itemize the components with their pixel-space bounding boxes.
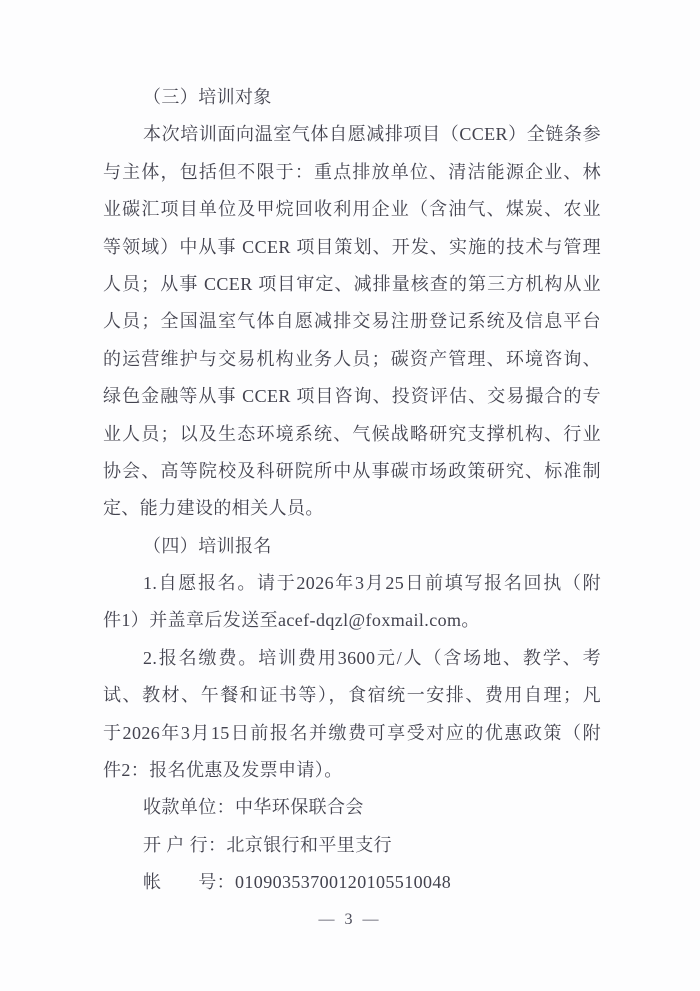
paragraph-line: 件2：报名优惠及发票申请）。 <box>103 760 343 781</box>
paragraph-line: 人员；从事 CCER 项目审定、减排量核查的第三方机构从业 <box>103 273 601 294</box>
paragraph-line: 试、教材、午餐和证书等），食宿统一安排、费用自理；凡 <box>103 685 601 706</box>
paragraph-line: 与主体，包括但不限于：重点排放单位、清洁能源企业、林 <box>103 161 601 182</box>
paragraph-line-email: 件1）并盖章后发送至acef-dqzl@foxmail.com。 <box>103 610 480 631</box>
document-body <box>103 79 601 902</box>
paragraph-line: 的运营维护与交易机构业务人员；碳资产管理、环境咨询、 <box>103 348 601 369</box>
section-heading-training-targets: （三）培训对象 <box>143 87 272 107</box>
paragraph-line: 于2026年3月15日前报名并缴费可享受对应的优惠政策（附 <box>103 722 601 743</box>
section-heading-training-registration: （四）培训报名 <box>143 535 272 556</box>
paragraph-line: 人员；全国温室气体自愿减排交易注册登记系统及信息平台 <box>103 311 601 332</box>
paragraph-line: 1.自愿报名。请于2026年3月25日前填写报名回执（附 <box>143 573 601 594</box>
paragraph-line: 2.报名缴费。培训费用3600元/人（含场地、教学、考 <box>143 647 601 668</box>
paragraph-line: 业碳汇项目单位及甲烷回收利用企业（含油气、煤炭、农业 <box>103 199 601 220</box>
account-number-line: 帐 号：01090353700120105510048 <box>143 872 452 893</box>
bank-line: 开 户 行：北京银行和平里支行 <box>143 834 392 855</box>
page-number: — 3 — <box>318 911 382 928</box>
paragraph-line: 业人员；以及生态环境系统、气候战略研究支撑机构、行业 <box>103 423 601 444</box>
paragraph-line: 本次培训面向温室气体自愿减排项目（CCER）全链条参 <box>143 124 601 145</box>
payee-line: 收款单位：中华环保联合会 <box>143 797 364 818</box>
paragraph-line: 协会、高等院校及科研院所中从事碳市场政策研究、标准制 <box>103 460 601 481</box>
paragraph-line: 定、能力建设的相关人员。 <box>103 498 324 519</box>
paragraph-line: 绿色金融等从事 CCER 项目咨询、投资评估、交易撮合的专 <box>103 386 601 407</box>
paragraph-line: 等领域）中从事 CCER 项目策划、开发、实施的技术与管理 <box>103 236 601 257</box>
